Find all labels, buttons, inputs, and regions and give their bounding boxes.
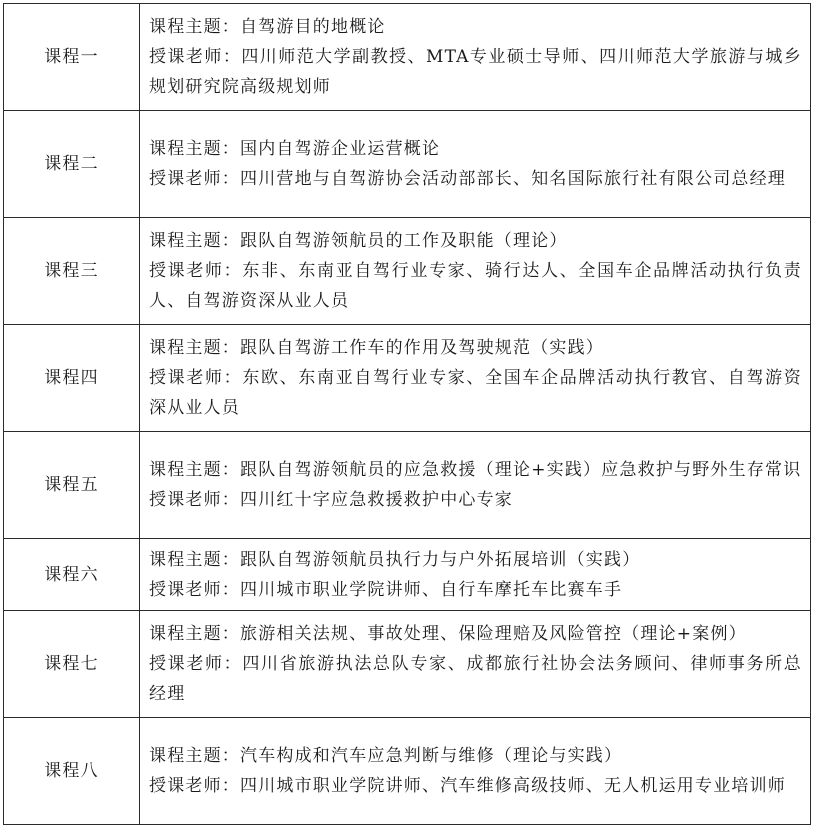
topic-label: 课程主题： (149, 549, 240, 570)
course-detail-cell (140, 539, 811, 611)
course-name-cell: 课程三 (4, 218, 140, 325)
course-detail-cell (140, 325, 811, 432)
topic-label: 课程主题： (149, 231, 240, 251)
table-row (4, 111, 811, 218)
course-name-cell: 课程五 (4, 432, 140, 539)
course-detail-cell (140, 611, 811, 718)
course-teacher: 四川城市职业学院讲师、汽车维修高级技师、无人机运用专业培训师 (240, 776, 786, 796)
course-table (3, 3, 811, 825)
table-row (4, 718, 811, 825)
course-teacher: 东非、东南亚自驾行业专家、骑行达人、全国车企品牌活动执行负责人、自驾游资深从业人员 (149, 261, 803, 311)
course-topic-line (149, 741, 802, 771)
course-name-cell: 课程二 (4, 111, 140, 218)
course-name-cell: 课程八 (4, 718, 140, 825)
course-teacher-line (149, 164, 802, 194)
course-detail-cell (140, 718, 811, 825)
topic-label: 课程主题： (149, 746, 240, 766)
table-row (4, 218, 811, 325)
course-topic: 旅游相关法规、事故处理、保险理赔及风险管控（理论+案例） (240, 624, 747, 644)
course-topic: 跟队自驾游工作车的作用及驾驶规范（实践） (240, 338, 604, 358)
course-teacher-line (149, 771, 802, 801)
course-topic-line (149, 545, 802, 575)
topic-label: 课程主题： (149, 460, 240, 480)
teacher-label: 授课老师： (149, 490, 240, 510)
table-row (4, 611, 811, 718)
course-teacher: 四川营地与自驾游协会活动部部长、知名国际旅行社有限公司总经理 (240, 169, 786, 189)
course-topic-line (149, 12, 802, 42)
table-row (4, 325, 811, 432)
course-name-cell: 课程四 (4, 325, 140, 432)
teacher-label: 授课老师： (149, 261, 243, 281)
course-detail-cell (140, 432, 811, 539)
teacher-label: 授课老师： (149, 654, 243, 674)
course-topic-line (149, 134, 802, 164)
course-topic: 自驾游目的地概论 (240, 17, 386, 37)
course-topic: 跟队自驾游领航员的应急救援（理论+实践）应急救护与野外生存常识 (240, 460, 802, 480)
course-detail-cell (140, 111, 811, 218)
course-topic-line (149, 333, 802, 363)
topic-label: 课程主题： (149, 338, 240, 358)
course-topic-line (149, 619, 802, 649)
course-teacher: 四川红十字应急救援救护中心专家 (240, 490, 513, 510)
course-topic: 跟队自驾游领航员的工作及职能（理论） (240, 231, 568, 251)
topic-label: 课程主题： (149, 139, 240, 159)
course-name-cell: 课程一 (4, 4, 140, 111)
course-topic: 国内自驾游企业运营概论 (240, 139, 441, 159)
table-row (4, 539, 811, 611)
course-teacher-line (149, 363, 802, 423)
course-teacher-line (149, 649, 802, 709)
topic-label: 课程主题： (149, 624, 240, 644)
course-detail-cell (140, 218, 811, 325)
teacher-label: 授课老师： (149, 579, 240, 600)
table-row (4, 432, 811, 539)
teacher-label: 授课老师： (149, 169, 240, 189)
course-detail-cell (140, 4, 811, 111)
teacher-label: 授课老师： (149, 368, 243, 388)
table-row (4, 4, 811, 111)
course-teacher: 四川师范大学副教授、MTA专业硕士导师、四川师范大学旅游与城乡规划研究院高级规划师 (149, 47, 803, 97)
course-teacher: 四川城市职业学院讲师、自行车摩托车比赛车手 (240, 579, 623, 600)
topic-label: 课程主题： (149, 17, 240, 37)
course-teacher-line (149, 575, 802, 605)
course-topic-line (149, 226, 802, 256)
course-teacher-line (149, 42, 802, 102)
course-topic: 汽车构成和汽车应急判断与维修（理论与实践） (240, 746, 623, 766)
course-name-cell: 课程六 (4, 539, 140, 611)
course-name-cell: 课程七 (4, 611, 140, 718)
course-topic-line (149, 455, 802, 485)
course-teacher: 四川省旅游执法总队专家、成都旅行社协会法务顾问、律师事务所总经理 (149, 654, 803, 704)
course-teacher-line (149, 256, 802, 316)
teacher-label: 授课老师： (149, 47, 242, 67)
course-teacher-line (149, 485, 802, 515)
course-topic: 跟队自驾游领航员执行力与户外拓展培训（实践） (240, 549, 641, 570)
teacher-label: 授课老师： (149, 776, 240, 796)
course-teacher: 东欧、东南亚自驾行业专家、全国车企品牌活动执行教官、自驾游资深从业人员 (149, 368, 803, 418)
